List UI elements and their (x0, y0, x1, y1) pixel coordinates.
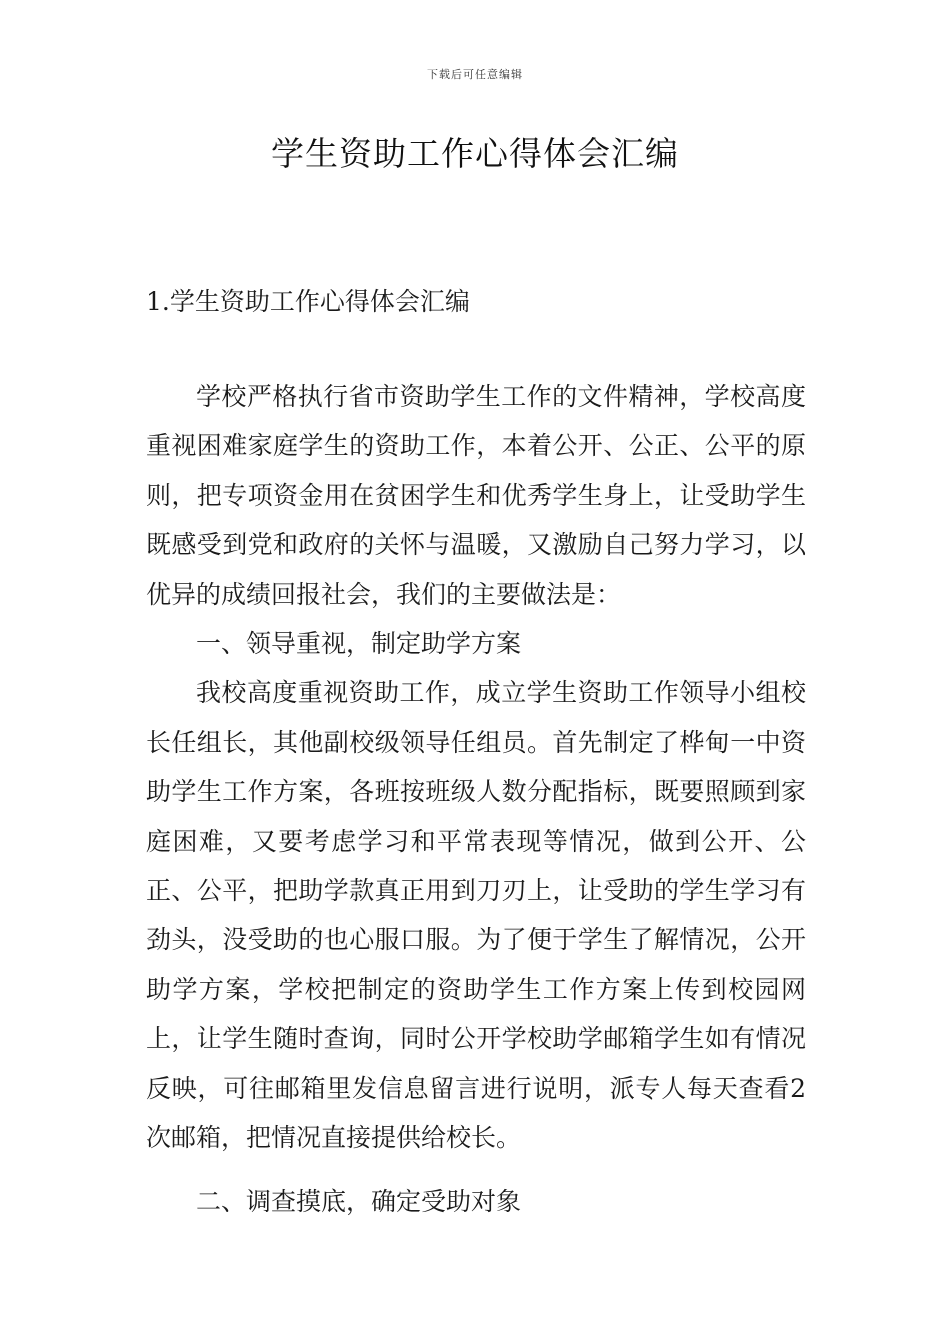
section-heading-1: 一、领导重视，制定助学方案 (196, 629, 522, 659)
paragraph-section-1: 我校高度重视资助工作，成立学生资助工作领导小组校长任组长，其他副校级领导任组员。首先制定了桦甸一中资助学生工作方案，各班按班级人数分配指标，既要照顾到家庭困难，又要考虑学习和平常表现等情况，做到公开、公正、公平，把助学款真正用到刀刃上，让受助的学生学习有劲头，没受助的也心服口服。为了便于学生了解情况，公开助学方案，学校把制定的资助学生工作方案上传到校园网上，让学生随时查询，同时公开学校助学邮箱学生如有情况反映，可往邮箱里发信息留言进行说明，派专人每天查看2次邮箱，把情况直接提供给校长。 (146, 678, 806, 1153)
document-title: 学生资助工作心得体会汇编 (271, 134, 679, 173)
section-heading-2: 二、调查摸底，确定受助对象 (196, 1186, 522, 1216)
body-text (146, 372, 806, 1226)
header-note: 下载后可任意编辑 (427, 68, 523, 81)
section-subtitle: 1.学生资助工作心得体会汇编 (146, 287, 470, 316)
paragraph-intro: 学校严格执行省市资助学生工作的文件精神，学校高度重视困难家庭学生的资助工作，本着公开、公正、公平的原则，把专项资金用在贫困学生和优秀学生身上，让受助学生既感受到党和政府的关怀与温暖，又激励自己努力学习，以优异的成绩回报社会，我们的主要做法是： (146, 382, 806, 609)
